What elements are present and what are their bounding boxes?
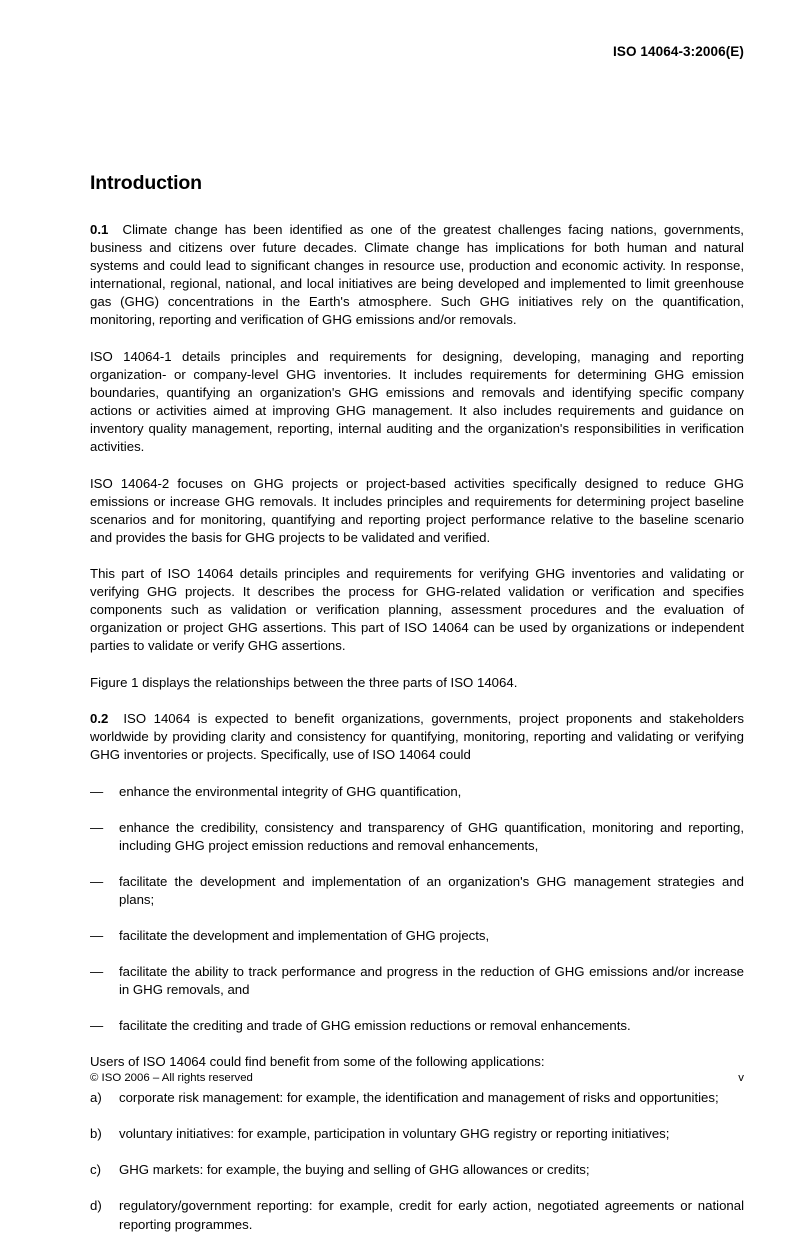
list-marker: c) (90, 1162, 101, 1178)
list-item (90, 783, 744, 801)
list-item-text: facilitate the development and implementation of an organization's GHG management strategies and plans; (119, 873, 744, 907)
paragraph-iso-14064-1: ISO 14064-1 details principles and requirements for designing, developing, managing and reporting organization- or company-level GHG inventories. It includes requirements for determining GHG emission boundaries, quantifying an organization's GHG emissions and removals and identifying specific company actions or activities aimed at improving GHG management. It also includes requirements and guidance on inventory quality management, reporting, internal auditing and the organization's responsibilities in verification activities. (90, 348, 744, 455)
paragraph-0-2-text: ISO 14064 is expected to benefit organizations, governments, project proponents and stakeholders worldwide by providing clarity and consistency for quantifying, monitoring, reporting and validating or verifying GHG inventories or projects. Specifically, use of ISO 14064 could (90, 711, 744, 763)
list-item-text: facilitate the ability to track performance and progress in the reduction of GHG emissions and/or increase in GHG removals, and (119, 963, 744, 997)
page-footer (90, 1072, 744, 1086)
em-dash-marker-icon: — (90, 819, 104, 835)
em-dash-marker-icon: — (90, 963, 104, 979)
list-marker: b) (90, 1126, 102, 1142)
list-item (90, 1125, 744, 1143)
paragraph-this-part: This part of ISO 14064 details principles and requirements for verifying GHG inventories and validating or verifying GHG projects. It describes the process for GHG-related validation or verification and specifies components such as validation or verification planning, assessment procedures and the evaluation of organization or project GHG assertions. This part of ISO 14064 can be used by organizations or independent parties to validate or verify GHG assertions. (90, 566, 744, 654)
list-item (90, 873, 744, 909)
list-item-text: facilitate the crediting and trade of GHG emission reductions or removal enhancements. (119, 1017, 631, 1033)
em-dash-marker-icon: — (90, 783, 104, 799)
page-content (90, 172, 744, 1252)
list-marker: d) (90, 1198, 102, 1214)
list-item-text: regulatory/government reporting: for example, credit for early action, negotiated agreements or national reporting programmes. (119, 1198, 744, 1232)
clause-number-0-1: 0.1 (90, 222, 109, 238)
copyright-notice: © ISO 2006 – All rights reserved (90, 1072, 253, 1085)
list-marker: a) (90, 1090, 102, 1106)
clause-number-0-2: 0.2 (90, 711, 109, 727)
list-item (90, 819, 744, 855)
list-item (90, 963, 744, 999)
em-dash-marker-icon: — (90, 873, 104, 889)
em-dash-marker-icon: — (90, 1017, 104, 1033)
list-item-text: enhance the credibility, consistency and transparency of GHG quantification, monitoring and reporting, including GHG project emission reductions and removal enhancements, (119, 819, 744, 853)
list-item-text: GHG markets: for example, the buying and selling of GHG allowances or credits; (119, 1162, 590, 1178)
list-item (90, 1197, 744, 1233)
list-item (90, 1017, 744, 1035)
list-item-text: corporate risk management: for example, the identification and management of risks and opportunities; (119, 1090, 719, 1106)
page-title: Introduction (90, 172, 202, 194)
paragraph-0-1 (90, 221, 744, 329)
document-reference: ISO 14064-3:2006(E) (613, 44, 744, 59)
list-item (90, 1161, 744, 1179)
applications-alpha-list (90, 1089, 744, 1233)
list-item (90, 1089, 744, 1107)
benefits-dash-list (90, 783, 744, 1035)
running-header (90, 44, 744, 60)
paragraph-0-1-text: Climate change has been identified as one of the greatest challenges facing nations, governments, business and citizens over future decades. Climate change has implications for both human and natural systems and could lead to significant changes in resource use, production and economic activity. In response, international, regional, national, and local initiatives are being developed and implemented to limit greenhouse gas (GHG) concentrations in the Earth's atmosphere. Such GHG initiatives rely on the quantification, monitoring, reporting and verification of GHG emissions and/or removals. (90, 222, 744, 328)
em-dash-marker-icon: — (90, 927, 104, 943)
list-item-text: voluntary initiatives: for example, participation in voluntary GHG registry or reporting initiatives; (119, 1126, 670, 1142)
list-item-text: facilitate the development and implementation of GHG projects, (119, 927, 490, 943)
paragraph-users-lead-in: Users of ISO 14064 could find benefit from some of the following applications: (90, 1053, 545, 1069)
paragraph-figure-reference: Figure 1 displays the relationships between the three parts of ISO 14064. (90, 674, 518, 690)
page-number: v (738, 1072, 744, 1085)
list-item-text: enhance the environmental integrity of GHG quantification, (119, 783, 462, 799)
list-item (90, 927, 744, 945)
paragraph-0-2 (90, 710, 744, 764)
paragraph-iso-14064-2: ISO 14064-2 focuses on GHG projects or project-based activities specifically designed to reduce GHG emissions or increase GHG removals. It includes principles and requirements for determining project baseline scenarios and for monitoring, quantifying and reporting project performance relative to the baseline scenario and provides the basis for GHG projects to be validated and verified. (90, 475, 744, 545)
